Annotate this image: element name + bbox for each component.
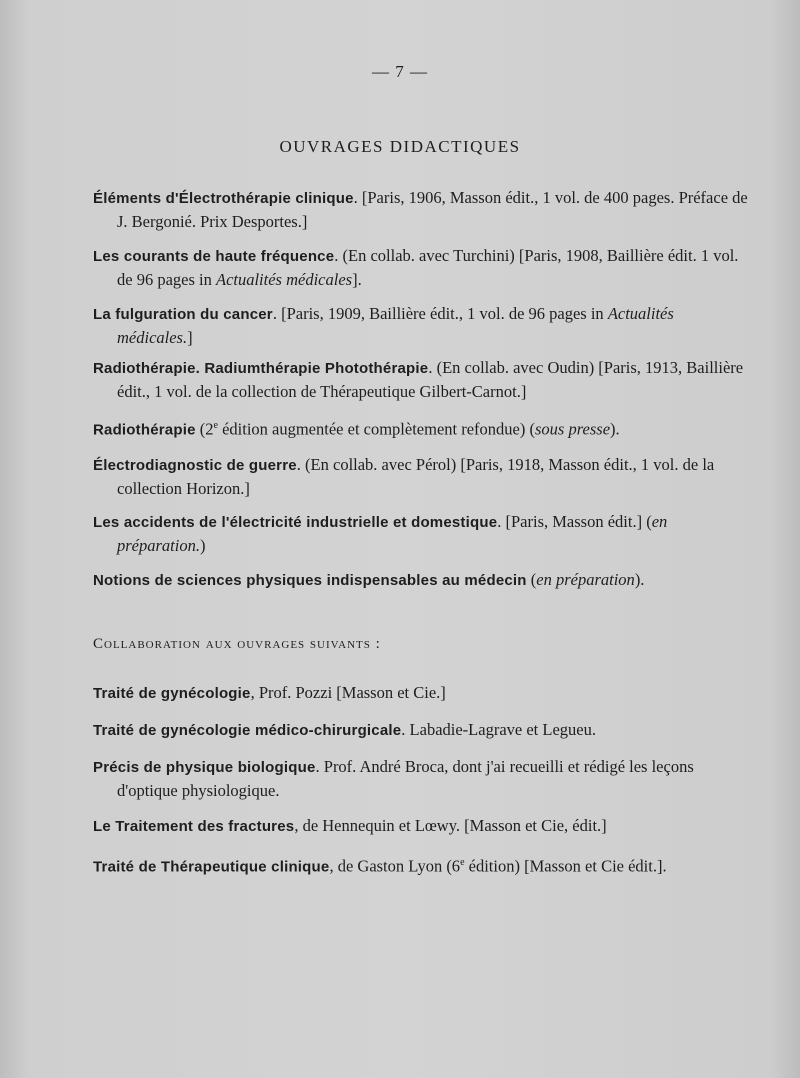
entry-title: Notions de sciences physiques indispensables au médecin	[93, 572, 527, 589]
entry-accidents-electricite	[93, 510, 749, 557]
collab-item-text: . Prof. André Broca, dont j'ai recueilli et rédigé les leçons d'optique physiologique.	[117, 757, 694, 800]
collab-item-gynecologie-medico-chirurgicale	[93, 718, 749, 742]
entry-text: . [Paris, 1909, Baillière édit., 1 vol. de 96 pages in	[272, 304, 608, 323]
entry-electrodiagnostic-guerre	[93, 453, 749, 500]
collab-item-text: , Prof. Pozzi [Masson et Cie.]	[250, 683, 446, 702]
collab-item-title: Traité de gynécologie	[93, 685, 251, 702]
entry-italic: Actualités médicales.	[117, 304, 674, 347]
collab-item-title: Traité de Thérapeutique clinique	[93, 858, 330, 876]
entry-text: (	[526, 570, 537, 589]
collab-item-title: Précis de physique biologique	[93, 759, 316, 776]
entry-italic: en préparation	[536, 570, 635, 589]
entry-after: ]	[187, 328, 193, 347]
collab-item-therapeutique-clinique	[93, 851, 749, 879]
entry-fulguration-cancer	[93, 302, 749, 349]
collab-item-text-before: , de Gaston Lyon (6	[329, 856, 461, 876]
entry-text: . (En collab. avec Pérol) [Paris, 1918, Masson édit., 1 vol. de la collection Horizon.]	[117, 455, 715, 498]
page-number: — 7 —	[372, 62, 428, 81]
entry-sup: e	[213, 420, 218, 431]
entry-title: Radiothérapie. Radiumthérapie Photothérapie	[93, 360, 429, 377]
entry-after: )	[199, 536, 206, 555]
entry-italic: en préparation.	[117, 512, 668, 555]
entry-radiotherapie-phototherapie	[93, 356, 749, 403]
entry-after: ).	[610, 419, 620, 439]
entry-radiotherapie-2e-edition	[93, 414, 749, 442]
collaboration-heading: Collaboration aux ouvrages suivants :	[93, 636, 381, 652]
collab-item-title: Traité de gynécologie médico-chirurgicale	[93, 722, 402, 739]
entry-text: . (En collab. avec Oudin) [Paris, 1913, Baillière édit., 1 vol. de la collection de Thérapeutique Gilbert-Carnot.]	[117, 358, 744, 401]
collab-item-sup: e	[460, 857, 465, 868]
collab-item-text: , de Hennequin et Lœwy. [Masson et Cie, édit.]	[294, 816, 607, 835]
entry-text: . [Paris, 1906, Masson édit., 1 vol. de 400 pages. Préface de J. Bergonié. Prix Desportes.]	[117, 188, 748, 231]
entry-text: . (En collab. avec Turchini) [Paris, 1908, Baillière édit. 1 vol. de 96 pages in	[117, 246, 739, 289]
entry-after: ].	[352, 270, 362, 289]
entry-title: La fulguration du cancer	[93, 306, 273, 323]
collab-item-traitement-fractures	[93, 814, 749, 838]
entry-after: ).	[634, 570, 645, 589]
entry-title: Électrodiagnostic de guerre	[93, 457, 297, 474]
entry-elements-electrotherapie	[93, 186, 749, 233]
entry-italic: Actualités médicales	[215, 270, 353, 289]
section-title: OUVRAGES DIDACTIQUES	[279, 137, 521, 156]
entry-title: Radiothérapie	[93, 421, 196, 439]
entry-text: . [Paris, Masson édit.] (	[497, 512, 652, 531]
entry-title: Les courants de haute fréquence	[93, 248, 335, 265]
entry-title: Éléments d'Électrothérapie clinique	[93, 190, 354, 207]
entry-text: édition augmentée et complètement refondue) (	[217, 419, 535, 439]
collab-item-precis-physique-biologique	[93, 755, 749, 802]
collab-item-traite-gynecologie	[93, 681, 749, 705]
entry-notions-sciences-physiques	[93, 568, 749, 592]
entry-title: Les accidents de l'électricité industrielle et domestique	[93, 514, 498, 531]
entry-text-before: (2	[195, 419, 214, 439]
entry-courants-haute-frequence	[93, 244, 749, 291]
collab-item-text: édition) [Masson et Cie édit.].	[464, 856, 667, 876]
collab-item-text: . Labadie-Lagrave et Legueu.	[401, 720, 596, 739]
collab-item-title: Le Traitement des fractures	[93, 818, 295, 835]
entry-italic: sous presse	[535, 419, 611, 439]
